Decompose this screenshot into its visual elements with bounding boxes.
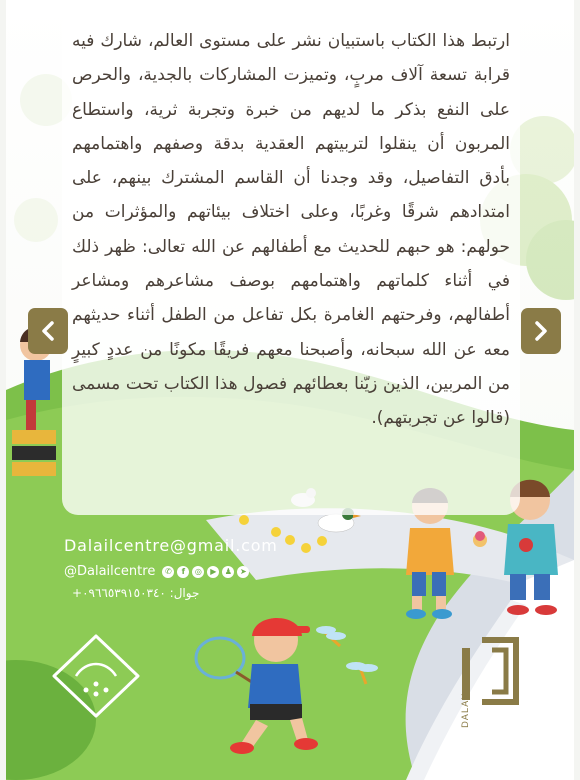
brand-logo-text: DALAIL: [461, 690, 471, 728]
snapchat-icon[interactable]: ♟: [222, 566, 234, 578]
previous-slide-button[interactable]: [28, 308, 68, 354]
facebook-icon[interactable]: f: [177, 566, 189, 578]
youtube-icon[interactable]: ▶: [207, 566, 219, 578]
social-row: [64, 564, 249, 579]
whatsapp-icon[interactable]: ✆: [162, 566, 174, 578]
slide-image: [6, 0, 574, 780]
social-handle[interactable]: @Dalailcentre: [64, 564, 156, 579]
telegram-icon[interactable]: ➤: [237, 566, 249, 578]
email-address[interactable]: Dalailcentre@gmail.com: [64, 536, 278, 555]
book-description-text: ارتبط هذا الكتاب باستبيان نشر على مستوى العالم، شارك فيه قرابة تسعة آلاف مربٍ، وتميزت المشاركات بالجدية، والحرص على النفع بذكر ما لديهم من خبرة وتجربة ثرية، واستطاع المربون أن ينقلوا لتربيتهم العقدية بدقة وصفهم واهتمامهم بأدق التفاصيل، وقد وجدنا أن القاسم المشترك بينهم، على امتدادهم شرقًا وغربًا، وعلى اختلاف بيئاتهم والمؤثرات من حولهم: هو حبهم للحديث مع أطفالهم عن الله تعالى: ظهر ذلك في أثناء كلماتهم واهتمامهم بوصف مشاعرهم ومشاعر أطفالهم، وفرحتهم الغامرة بكل تفاعل من الطفل أثناء حديثهم معه عن الله سبحانه، وأصبحنا معهم فريقًا مكونًا من عددٍ كبيرٍ من المربين، الذين زيّنا بعطائهم فصول هذا الكتاب تحت مسمى (قالوا عن تجربتهم).: [72, 31, 510, 429]
book-description-card: [62, 10, 520, 515]
instagram-icon[interactable]: ◎: [192, 566, 204, 578]
phone-number: جوال: ٠٩٦٦٥٣٩١٥٠٣٤٠+: [72, 586, 200, 600]
chevron-right-icon: [533, 321, 549, 341]
next-slide-button[interactable]: [521, 308, 561, 354]
chevron-left-icon: [40, 321, 56, 341]
